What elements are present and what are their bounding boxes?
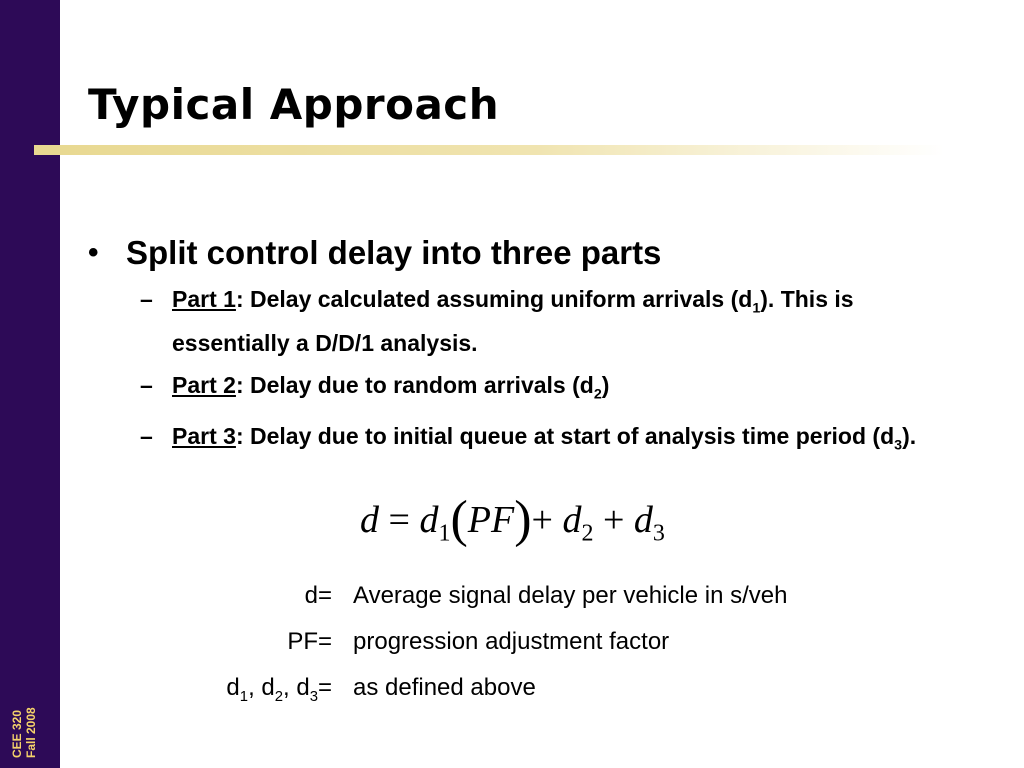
course-text [10, 707, 38, 758]
definition-equals: = [318, 628, 333, 655]
formula-pf: PF [467, 499, 515, 541]
dash-icon: – [140, 371, 153, 398]
definition-symbol [18, 674, 318, 705]
symbol-part: d [226, 674, 240, 701]
delay-formula [360, 490, 665, 549]
formula-sub-3: 3 [652, 520, 665, 547]
symbol-subscript: 1 [239, 688, 249, 705]
symbol-part: , d [248, 674, 275, 701]
formula-sub-2: 2 [581, 520, 594, 547]
part-text: : Delay due to random arrivals (d [235, 371, 594, 398]
bullet-dot-icon: • [88, 236, 99, 269]
definition-symbol: PF [287, 628, 318, 655]
part-text-end: ) [601, 371, 610, 398]
part-subscript: 3 [894, 437, 903, 454]
slide-content [88, 232, 968, 471]
formula-plus-1: + [531, 499, 553, 541]
formula-term-d1: d [419, 499, 439, 541]
part-text-end: ). [902, 423, 917, 450]
main-bullet-text: Split control delay into three parts [126, 234, 662, 271]
sub-bullet-part-1 [88, 282, 962, 360]
part-label: Part 2 [172, 371, 236, 398]
formula-rparen: ) [514, 491, 532, 548]
definition-symbol: d [304, 582, 318, 609]
part-text: : Delay due to initial queue at start of analysis time period (d [235, 423, 895, 450]
part-text: : Delay calculated assuming uniform arrivals (d [235, 286, 753, 312]
slide-title: Typical Approach [88, 80, 500, 129]
formula-equals: = [388, 499, 410, 541]
formula-lparen: ( [450, 491, 468, 548]
title-underline [34, 145, 944, 155]
definition-text: as defined above [353, 674, 536, 701]
formula-term-d2: d [562, 499, 582, 541]
main-bullet [88, 232, 968, 274]
definition-equals: = [318, 582, 333, 609]
part-text-end: ). This is essentially a D/D/1 analysis. [172, 286, 854, 356]
formula-term-d3: d [633, 499, 653, 541]
formula-plus-2: + [602, 499, 625, 541]
sub-bullet-part-2 [88, 368, 962, 412]
dash-icon: – [140, 286, 153, 312]
definition-text: Average signal delay per vehicle in s/veh [353, 582, 788, 609]
symbol-subscript: 2 [274, 688, 284, 705]
part-subscript: 2 [593, 386, 602, 403]
part-label: Part 3 [172, 423, 236, 450]
sub-bullet-list [88, 282, 968, 463]
sub-bullet-part-3 [88, 419, 962, 463]
part-subscript: 1 [752, 300, 761, 317]
part-label: Part 1 [172, 286, 236, 312]
course-code: CEE 320 [10, 709, 24, 758]
symbol-subscript: 3 [309, 688, 318, 705]
symbol-part: , d [283, 674, 310, 701]
formula-sub-1: 1 [438, 520, 451, 547]
dash-icon: – [140, 423, 153, 450]
definition-text: progression adjustment factor [353, 628, 670, 655]
course-term: Fall 2008 [24, 707, 38, 758]
definition-equals: = [318, 674, 333, 701]
formula-lhs: d [360, 499, 379, 541]
